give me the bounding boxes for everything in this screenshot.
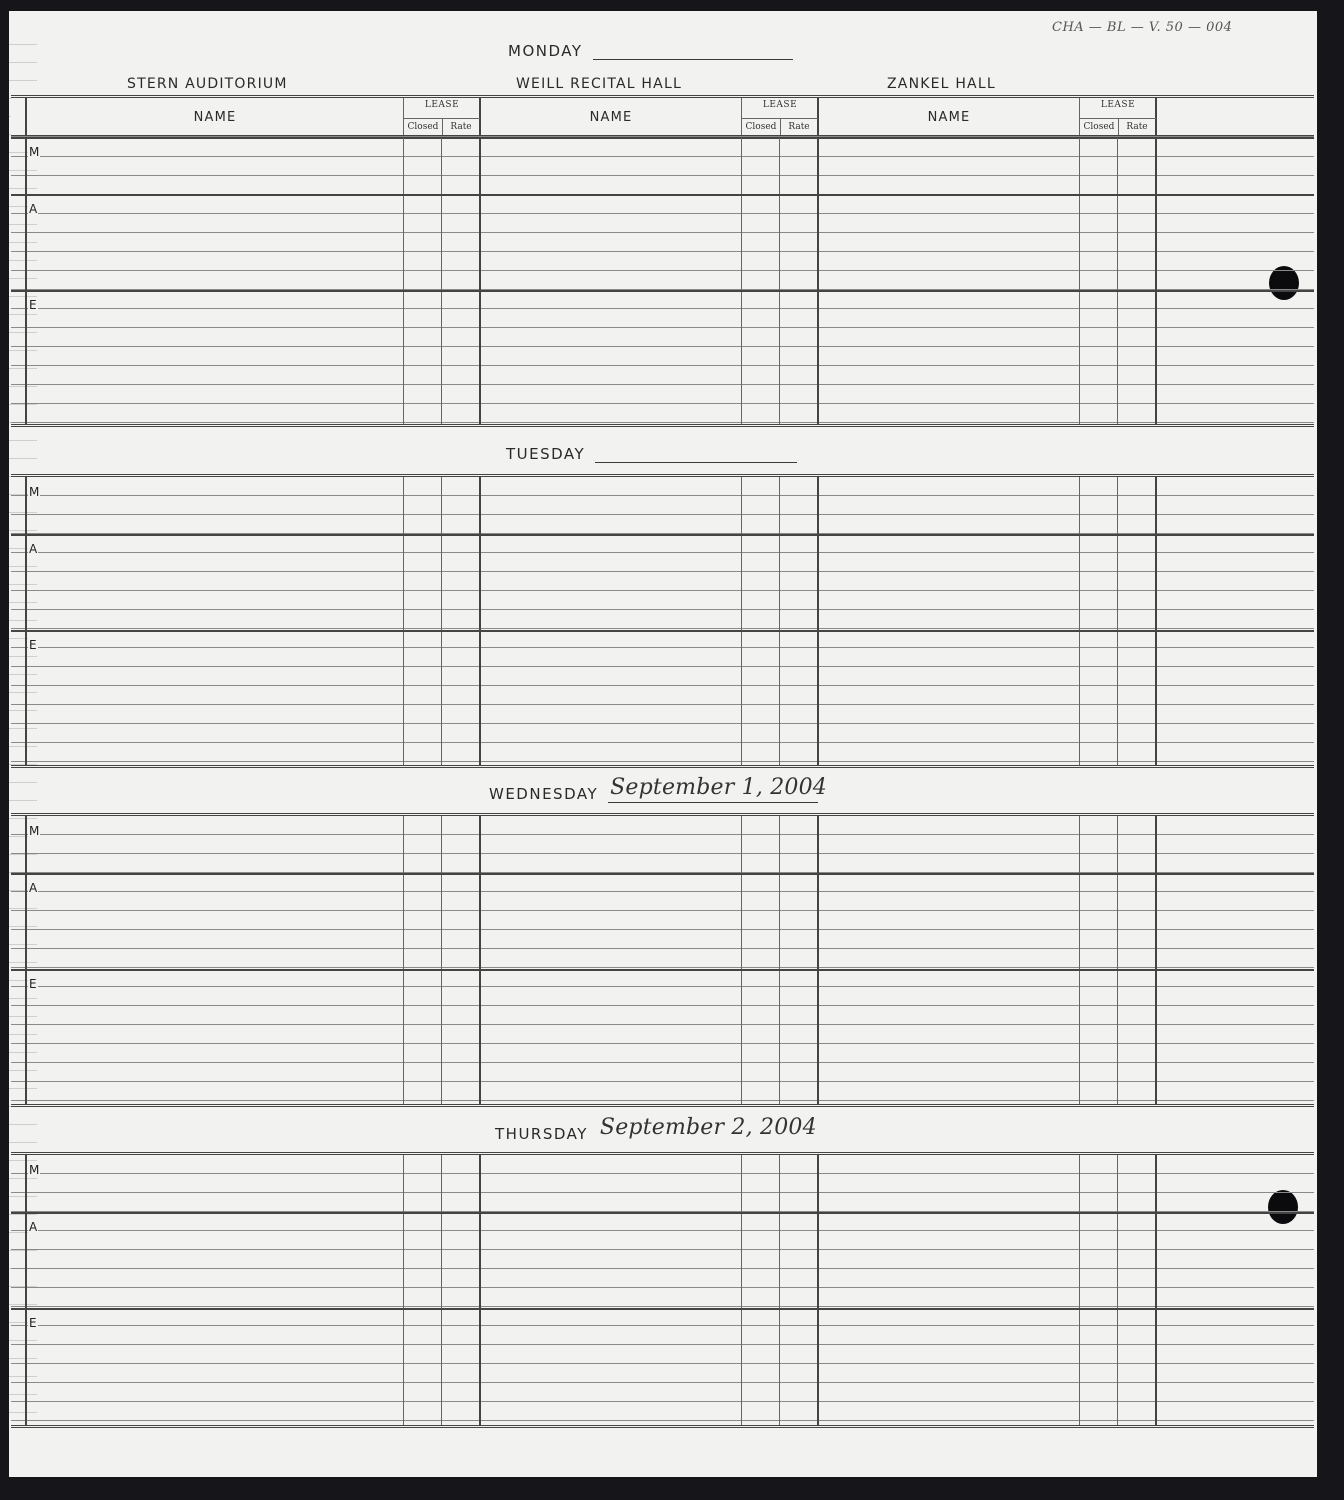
name-header-stern: NAME: [193, 109, 237, 125]
date-handwritten: September 1, 2004: [610, 775, 828, 800]
lease-header-zankel: [1079, 98, 1156, 136]
segment-label-afternoon: A: [29, 881, 38, 895]
lease-header-stern: [403, 98, 480, 136]
closed-label: Closed: [742, 118, 781, 137]
rate-label: Rate: [442, 118, 480, 137]
rate-label: Rate: [1118, 118, 1156, 137]
segment-label-afternoon: A: [29, 202, 38, 216]
grid-monday: [11, 135, 1314, 427]
lease-label: LEASE: [762, 100, 798, 110]
segment-label-morning: M: [29, 824, 40, 838]
rate-label: Rate: [780, 118, 818, 137]
day-label: TUESDAY: [506, 445, 586, 463]
date-handwritten: September 2, 2004: [599, 1115, 817, 1140]
date-line: [608, 775, 828, 803]
name-header-weill: NAME: [589, 109, 633, 125]
date-line: [595, 438, 797, 463]
segment-label-morning: M: [29, 145, 40, 159]
column-header-row: [11, 95, 1314, 139]
day-title-tuesday: [506, 433, 797, 463]
lease-header-weill: [741, 98, 818, 136]
closed-label: Closed: [404, 118, 443, 137]
lease-label: LEASE: [424, 100, 460, 110]
segment-label-evening: E: [29, 298, 37, 312]
segment-label-morning: M: [29, 1163, 40, 1177]
day-title-thursday: [495, 1113, 817, 1143]
segment-label-afternoon: A: [29, 542, 38, 556]
day-label: THURSDAY: [495, 1125, 588, 1143]
date-line: [593, 35, 793, 60]
grid-wednesday: [11, 813, 1314, 1107]
segment-label-evening: E: [29, 638, 37, 652]
date-line: [598, 1115, 817, 1143]
segment-label-afternoon: A: [29, 1220, 38, 1234]
grid-thursday: [11, 1152, 1314, 1428]
day-label: MONDAY: [508, 42, 583, 60]
segment-label-morning: M: [29, 485, 40, 499]
hall-title-weill: WEILL RECITAL HALL: [516, 76, 682, 92]
name-header-zankel: NAME: [927, 109, 971, 125]
archive-reference: CHA — BL — V. 50 — 004: [1052, 20, 1233, 35]
segment-label-evening: E: [29, 1316, 37, 1330]
grid-tuesday: [11, 474, 1314, 768]
day-label: WEDNESDAY: [489, 785, 599, 803]
segment-label-evening: E: [29, 977, 37, 991]
closed-label: Closed: [1080, 118, 1119, 137]
day-title-monday: [508, 30, 793, 60]
lease-label: LEASE: [1100, 100, 1136, 110]
hall-title-zankel: ZANKEL HALL: [887, 76, 996, 92]
day-title-wednesday: [489, 773, 828, 803]
hall-title-stern: STERN AUDITORIUM: [127, 76, 288, 92]
